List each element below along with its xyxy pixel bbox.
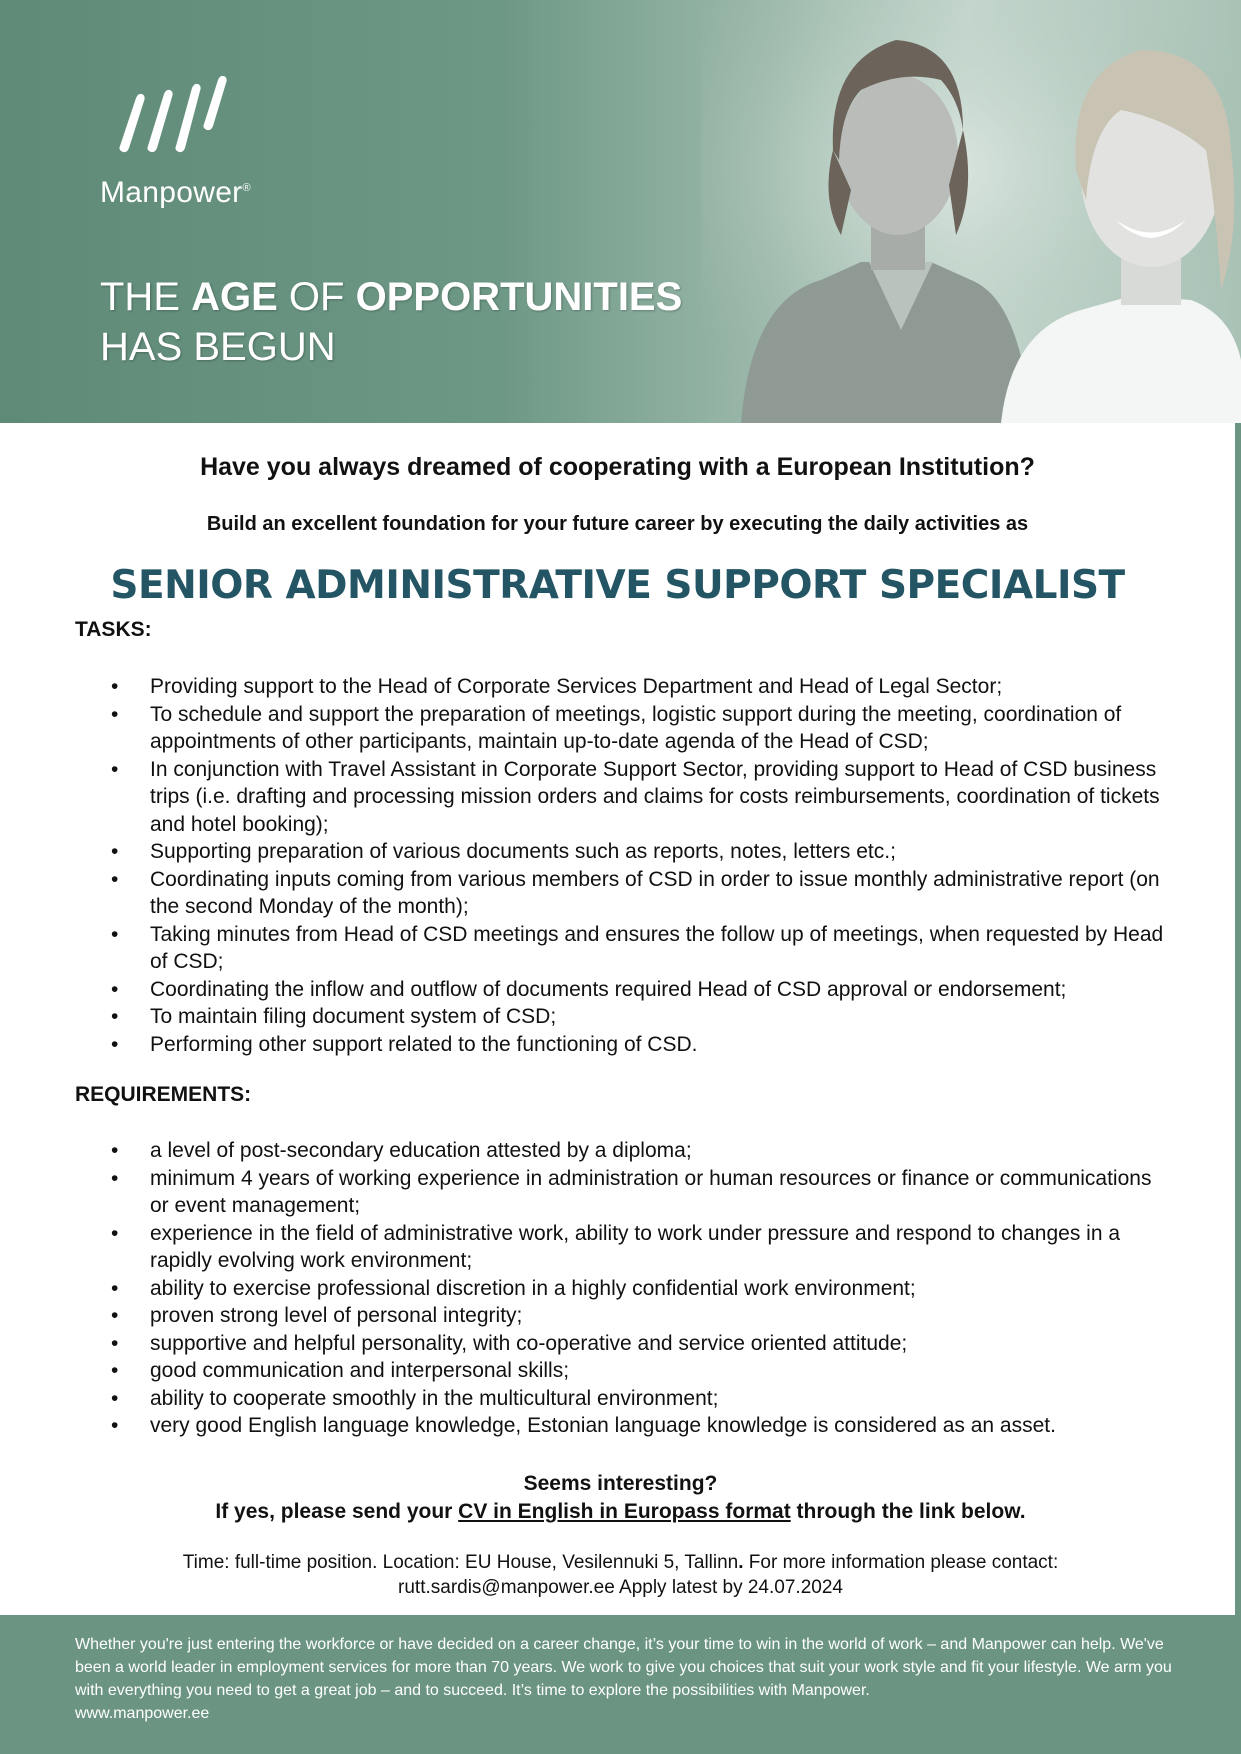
manpower-logo-text: Manpower®: [100, 176, 251, 209]
banner-headline: THE AGE OF OPPORTUNITIES HAS BEGUN: [100, 275, 683, 369]
cta-question: Seems interesting?: [523, 1472, 718, 1495]
list-item: • Coordinating inputs coming from various members of CSD in order to issue monthly administrative report (on the second Monday of the month);: [75, 866, 1175, 921]
list-item: • experience in the field of administrative work, ability to work under pressure and respond to changes in a rapidly evolving work environment;: [75, 1220, 1175, 1275]
position-info: Time: full-time position. Location: EU House, Vesilennuki 5, Tallinn. For more information please contact: rutt.sardis@manpower.ee Apply latest by 24.07.2024: [0, 1550, 1241, 1600]
list-item: • a level of post-secondary education attested by a diploma;: [75, 1137, 1175, 1165]
manpower-logo-icon: [112, 76, 252, 156]
intro-subtitle: Build an excellent foundation for your future career by executing the daily activities as: [206, 513, 1029, 535]
cta-instruction: If yes, please send your CV in English in Europass format through the link below.: [215, 1500, 1026, 1523]
website-link[interactable]: www.manpower.ee: [75, 1705, 210, 1722]
people-photo: [701, 0, 1241, 423]
list-item: • ability to cooperate smoothly in the multicultural environment;: [75, 1385, 1175, 1413]
list-item: • ability to exercise professional discretion in a highly confidential work environment;: [75, 1275, 1175, 1303]
requirements-list: [75, 1137, 1175, 1440]
list-item: • minimum 4 years of working experience in administration or human resources or finance or communications or event management;: [75, 1165, 1175, 1220]
list-item: • To schedule and support the preparation of meetings, logistic support during the meeting, coordination of appointments of other participants, maintain up-to-date agenda of the Head of CSD;: [75, 701, 1175, 756]
requirements-heading: REQUIREMENTS:: [75, 1083, 252, 1106]
list-item: • Supporting preparation of various documents such as reports, notes, letters etc.;: [75, 838, 1175, 866]
footer: [0, 1615, 1241, 1754]
list-item: • In conjunction with Travel Assistant in Corporate Support Sector, providing support to Head of CSD business trips (i.e. drafting and processing mission orders and claims for costs reimbursements, coordination of tickets and hotel booking);: [75, 756, 1175, 839]
job-title: SENIOR ADMINISTRATIVE SUPPORT SPECIALIST: [110, 563, 1125, 608]
list-item: • very good English language knowledge, Estonian language knowledge is considered as an asset.: [75, 1412, 1175, 1440]
list-item: • To maintain filing document system of CSD;: [75, 1003, 1175, 1031]
list-item: • good communication and interpersonal skills;: [75, 1357, 1175, 1385]
job-posting: [0, 423, 1235, 1615]
contact-email: rutt.sardis@manpower.ee Apply latest by 24.07.2024: [398, 1577, 843, 1598]
list-item: • proven strong level of personal integrity;: [75, 1302, 1175, 1330]
right-border: [1235, 423, 1241, 1615]
intro-question: Have you always dreamed of cooperating with a European Institution?: [200, 453, 1035, 481]
list-item: • Providing support to the Head of Corporate Services Department and Head of Legal Sector;: [75, 673, 1175, 701]
list-item: • Taking minutes from Head of CSD meetings and ensures the follow up of meetings, when requested by Head of CSD;: [75, 921, 1175, 976]
tasks-heading: TASKS:: [75, 618, 152, 641]
list-item: • Performing other support related to the functioning of CSD.: [75, 1031, 1175, 1059]
header-banner: [0, 0, 1241, 423]
europass-cv-link[interactable]: CV in English in Europass format: [458, 1500, 791, 1523]
footer-text: Whether you're just entering the workforce or have decided on a career change, it’s your time to win in the world of work – and Manpower can help. We've been a world leader in employment services for more than 70 years. We work to give you choices that suit your work style and fit your lifestyle. We arm you with everything you need to get a great job – and to succeed. It’s time to explore the possibilities with Manpower. www.manpower.ee: [75, 1636, 1172, 1722]
tasks-list: [75, 673, 1175, 1058]
list-item: • supportive and helpful personality, with co-operative and service oriented attitude;: [75, 1330, 1175, 1358]
list-item: • Coordinating the inflow and outflow of documents required Head of CSD approval or endorsement;: [75, 976, 1175, 1004]
